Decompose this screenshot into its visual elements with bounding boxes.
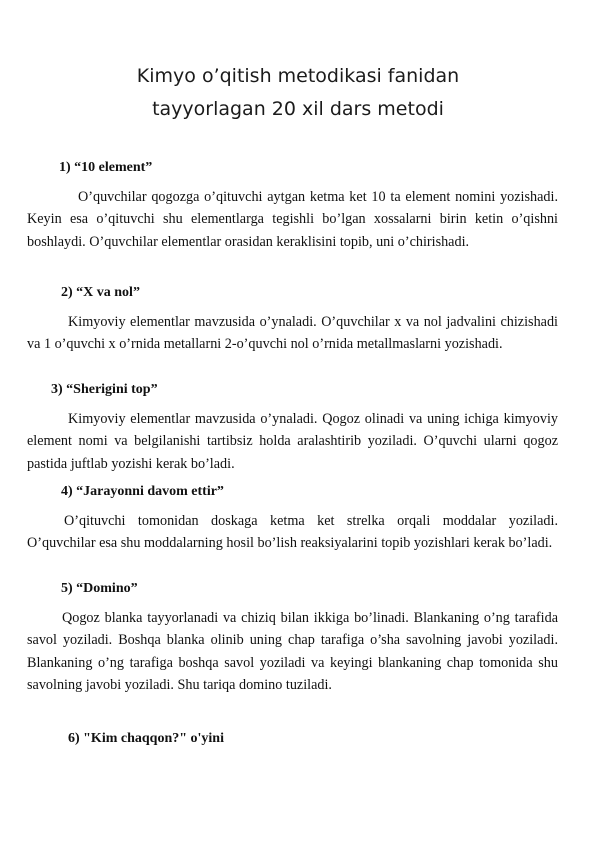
section-1-heading: 1) “10 element” — [59, 160, 153, 175]
title-line-2: tayyorlagan 20 xil dars metodi — [152, 98, 444, 120]
section-4-heading: 4) “Jarayonni davom ettir” — [61, 484, 224, 499]
section-5-heading: 5) “Domino” — [61, 581, 138, 596]
section-2-heading: 2) “X va nol” — [61, 285, 140, 300]
section-1-text: O’quvchilar qogozga o’qituvchi aytgan ketma ket 10 ta element nomini yozishadi. Keyin esa o’qituvchi shu elementlarga tegishli bo’lgan xossalarni birin ketin o’qishni boshlaydi. O’quvchilar elementlar orasidan keraklisini topib, uni o’chirishadi. — [27, 189, 558, 250]
section-5-text: Qogoz blanka tayyorlanadi va chiziq bilan ikkiga bo’linadi. Blankaning o’ng tarafida savol yoziladi. Boshqa blanka olinib uning chap tarafiga o’sha savolning javobi yoziladi. Blankaning o’ng tarafiga boshqa savol yoziladi va keyingi blankaning chap tomonida shu savolning javobi yoziladi. Shu tariqa domino tuziladi. — [27, 610, 558, 694]
section-4-text: O’qituvchi tomonidan doskaga ketma ket strelka orqali moddalar yoziladi. O’quvchilar esa shu moddalarning hosil bo’lish reaksiyalarini topib yozishlari kerak bo’ladi. — [27, 513, 558, 552]
section-3-text: Kimyoviy elementlar mavzusida o’ynaladi. Qogoz olinadi va uning ichiga kimyoviy element nomi va belgilanishi tartibsiz holda aralashtirib yoziladi. O’quvchi ularni qogoz pastida juftlab yozishi kerak bo’ladi. — [27, 411, 558, 472]
section-6-heading: 6) "Kim chaqqon?" o'yini — [68, 731, 224, 746]
title-line-1: Kimyo o’qitish metodikasi fanidan — [136, 65, 460, 87]
section-2-text: Kimyoviy elementlar mavzusida o’ynaladi. O’quvchilar x va nol jadvalini chizishadi va 1 o’quvchi x o’rnida metallarni 2-o’quvchi nol o’rnida metallmaslarni yozishadi. — [27, 314, 558, 353]
section-3-heading: 3) “Sherigini top” — [51, 382, 158, 397]
document-title — [0, 60, 596, 126]
